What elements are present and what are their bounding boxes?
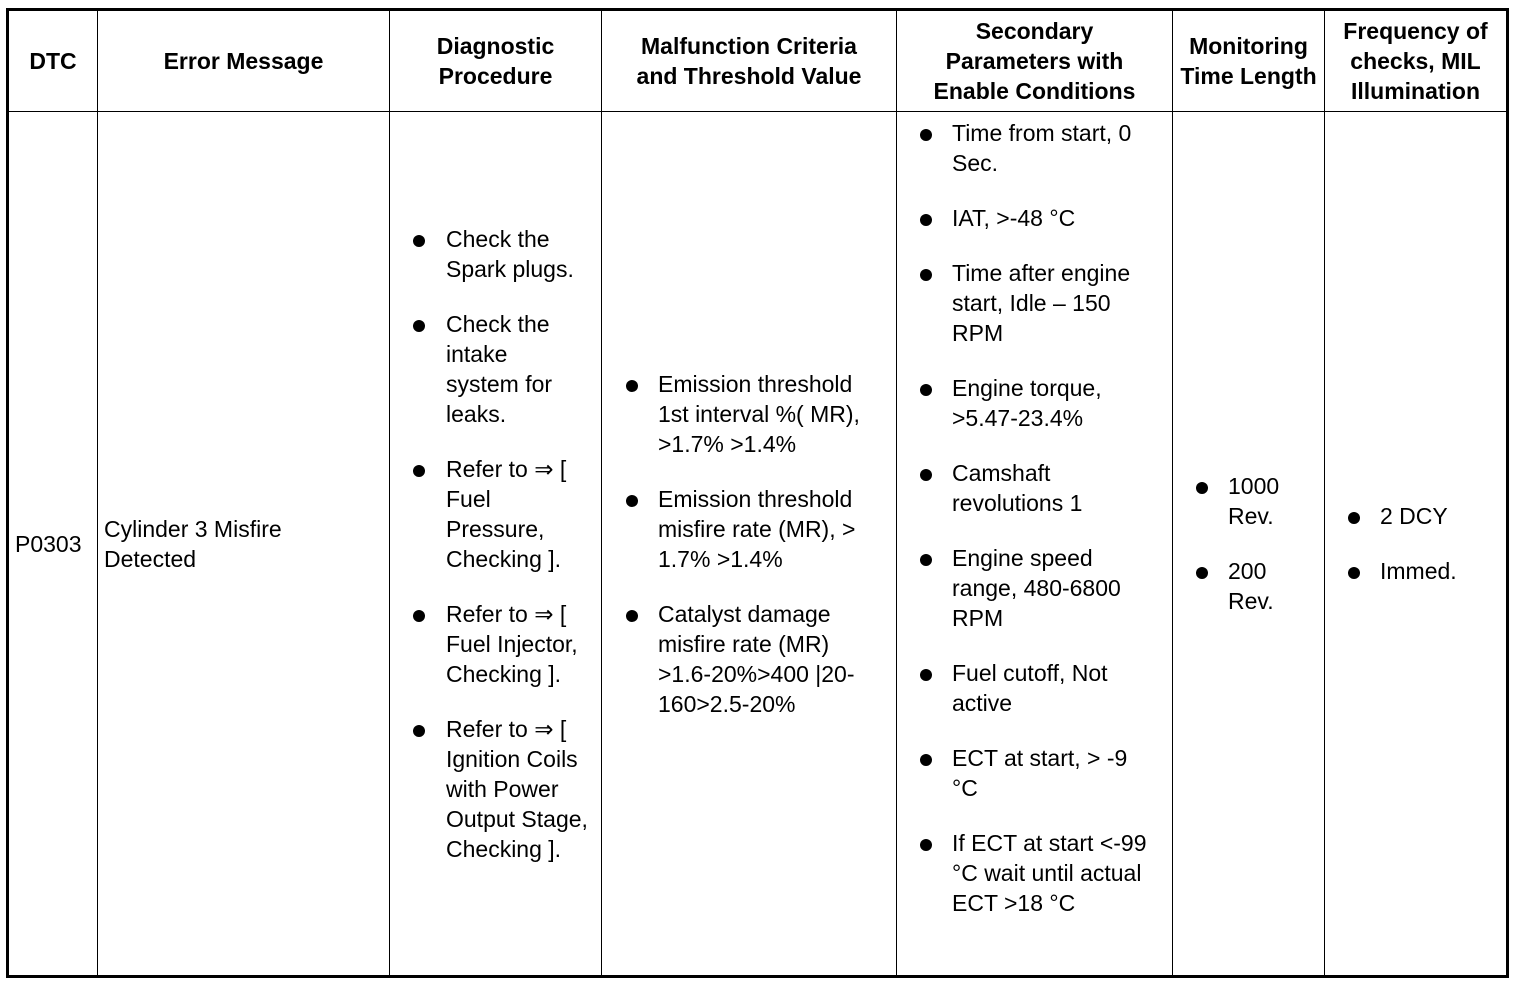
diagnostic-procedure-cell	[390, 112, 602, 977]
header-secondary-parameters: Secondary Parameters with Enable Conditions	[897, 10, 1173, 112]
header-malfunction-criteria: Malfunction Criteria and Threshold Value	[602, 10, 897, 112]
header-error-message: Error Message	[98, 10, 390, 112]
bullet-icon	[920, 554, 932, 566]
list-item: IAT, >-48 °C	[952, 203, 1168, 233]
header-monitoring-time: Monitoring Time Length	[1173, 10, 1325, 112]
list-item: Refer to ⇒ [ Ignition Coils with Power Output Stage, Checking ].	[446, 714, 593, 864]
bullet-icon	[626, 495, 638, 507]
bullet-icon	[413, 465, 425, 477]
dtc-code: P0303	[8, 112, 98, 977]
header-row	[8, 10, 1508, 112]
frequency-cell	[1325, 112, 1508, 977]
bullet-icon	[413, 610, 425, 622]
bullet-icon	[920, 754, 932, 766]
header-diagnostic-procedure: Diagnostic Procedure	[390, 10, 602, 112]
list-item: Camshaft revolutions 1	[952, 458, 1168, 518]
list-item: Refer to ⇒ [ Fuel Pressure, Checking ].	[446, 454, 593, 574]
list-item: Refer to ⇒ [ Fuel Injector, Checking ].	[446, 599, 593, 689]
frequency-list	[1325, 501, 1506, 586]
list-item: Emission threshold 1st interval %( MR), >1.7% >1.4%	[658, 369, 888, 459]
error-message: Cylinder 3 Misfire Detected	[98, 112, 390, 977]
monitoring-time-list	[1173, 471, 1324, 616]
bullet-icon	[1348, 567, 1360, 579]
bullet-icon	[413, 320, 425, 332]
list-item: Immed.	[1380, 556, 1502, 586]
bullet-icon	[920, 214, 932, 226]
bullet-icon	[920, 129, 932, 141]
bullet-icon	[1196, 482, 1208, 494]
bullet-icon	[1196, 567, 1208, 579]
secondary-parameters-cell	[897, 112, 1173, 977]
list-item: Check the intake system for leaks.	[446, 309, 593, 429]
list-item: If ECT at start <-99 °C wait until actual ECT >18 °C	[952, 828, 1168, 918]
table-row	[8, 112, 1508, 977]
diagnostic-procedure-list	[390, 224, 601, 864]
header-frequency: Frequency of checks, MIL Illumination	[1325, 10, 1508, 112]
list-item: Engine torque, >5.47-23.4%	[952, 373, 1168, 433]
list-item: Time after engine start, Idle – 150 RPM	[952, 258, 1168, 348]
bullet-icon	[920, 269, 932, 281]
bullet-icon	[413, 235, 425, 247]
bullet-icon	[920, 669, 932, 681]
bullet-icon	[1348, 512, 1360, 524]
monitoring-time-cell	[1173, 112, 1325, 977]
bullet-icon	[626, 380, 638, 392]
bullet-icon	[920, 839, 932, 851]
list-item: Fuel cutoff, Not active	[952, 658, 1168, 718]
secondary-parameters-list	[897, 118, 1172, 918]
bullet-icon	[920, 469, 932, 481]
list-item: 1000 Rev.	[1228, 471, 1320, 531]
bullet-icon	[626, 610, 638, 622]
list-item: Time from start, 0 Sec.	[952, 118, 1168, 178]
malfunction-criteria-cell	[602, 112, 897, 977]
list-item: 2 DCY	[1380, 501, 1502, 531]
list-item: Emission threshold misfire rate (MR), > 1.7% >1.4%	[658, 484, 888, 574]
bullet-icon	[920, 384, 932, 396]
list-item: ECT at start, > -9 °C	[952, 743, 1168, 803]
list-item: Catalyst damage misfire rate (MR) >1.6-20%>400 |20-160>2.5-20%	[658, 599, 888, 719]
list-item: 200 Rev.	[1228, 556, 1320, 616]
list-item: Engine speed range, 480-6800 RPM	[952, 543, 1168, 633]
header-dtc: DTC	[8, 10, 98, 112]
bullet-icon	[413, 725, 425, 737]
list-item: Check the Spark plugs.	[446, 224, 593, 284]
dtc-table	[6, 8, 1509, 978]
malfunction-criteria-list	[602, 369, 896, 719]
